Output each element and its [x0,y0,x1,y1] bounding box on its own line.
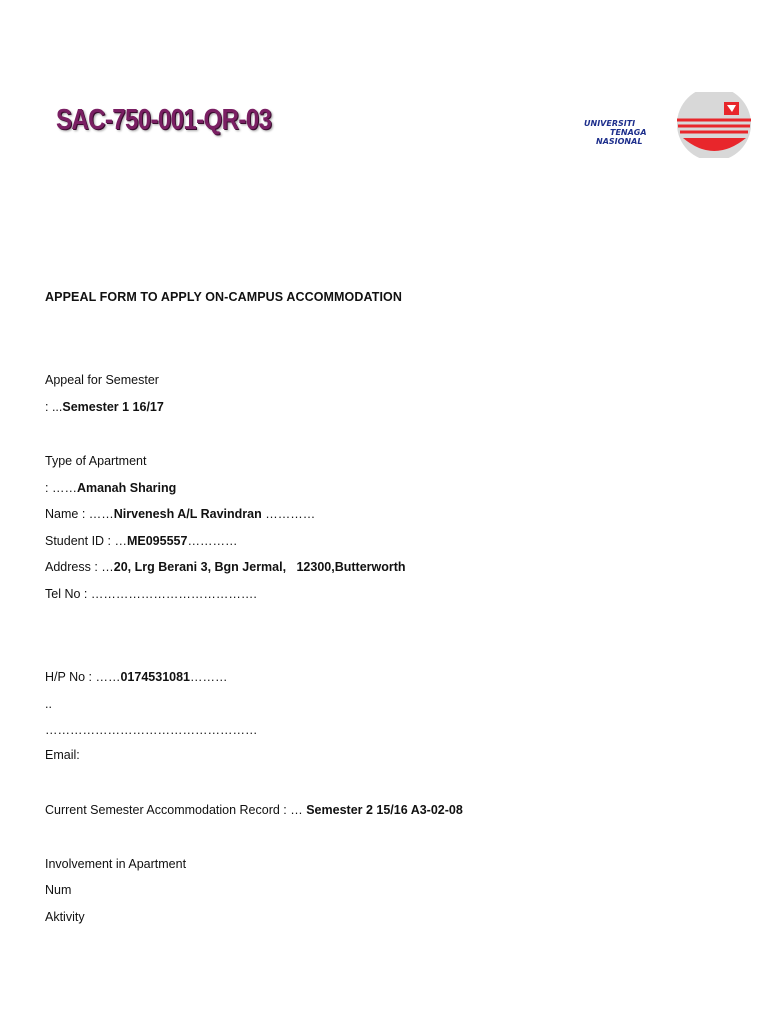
address-value: 20, Lrg Berani 3, Bgn Jermal, 12300,Butterworth [113,560,406,574]
document-code: SAC-750-001-QR-03 [56,104,272,136]
address-field [45,560,406,574]
dots-short: .. [45,697,52,711]
apartment-label: Type of Apartment [45,454,147,468]
email-label: Email: [45,748,80,762]
address-prefix: Address : … [45,560,114,574]
name-value: Nirvenesh A/L Ravindran [113,507,262,521]
dots-long: …………………………………………… [45,723,258,737]
activity-label: Aktivity [45,910,85,924]
apartment-prefix: : …… [45,481,77,495]
tel-field: Tel No : …………………………………. [45,587,257,601]
student-id-field [45,534,237,548]
hp-prefix: H/P No : …… [45,670,121,684]
num-label: Num [45,883,72,897]
logo-text-line2: TENAGA [610,128,647,137]
university-logo [580,92,752,158]
name-prefix: Name : …… [45,507,114,521]
semester-label: Appeal for Semester [45,373,159,387]
semester-value: Semester 1 16/17 [62,400,164,414]
logo-text-line1: UNIVERSITI [584,119,636,128]
record-field [45,803,463,817]
hp-field [45,670,228,684]
logo-emblem [724,102,739,115]
involvement-label: Involvement in Apartment [45,857,187,871]
form-heading: APPEAL FORM TO APPLY ON-CAMPUS ACCOMMODATION [45,290,402,304]
logo-text-line3: NASIONAL [596,137,643,146]
semester-prefix: : ... [45,400,63,414]
student-id-suffix: ………… [187,534,238,548]
student-id-prefix: Student ID : … [45,534,127,548]
apartment-field [45,481,176,495]
record-value: Semester 2 15/16 A3-02-08 [306,803,463,817]
hp-suffix: ……… [190,670,228,684]
name-field [45,507,315,521]
name-suffix: ………… [261,507,316,521]
record-prefix: Current Semester Accommodation Record : … [45,803,307,817]
hp-value: 0174531081 [120,670,191,684]
student-id-value: ME095557 [126,534,188,548]
apartment-value: Amanah Sharing [76,481,177,495]
semester-field [45,400,164,414]
